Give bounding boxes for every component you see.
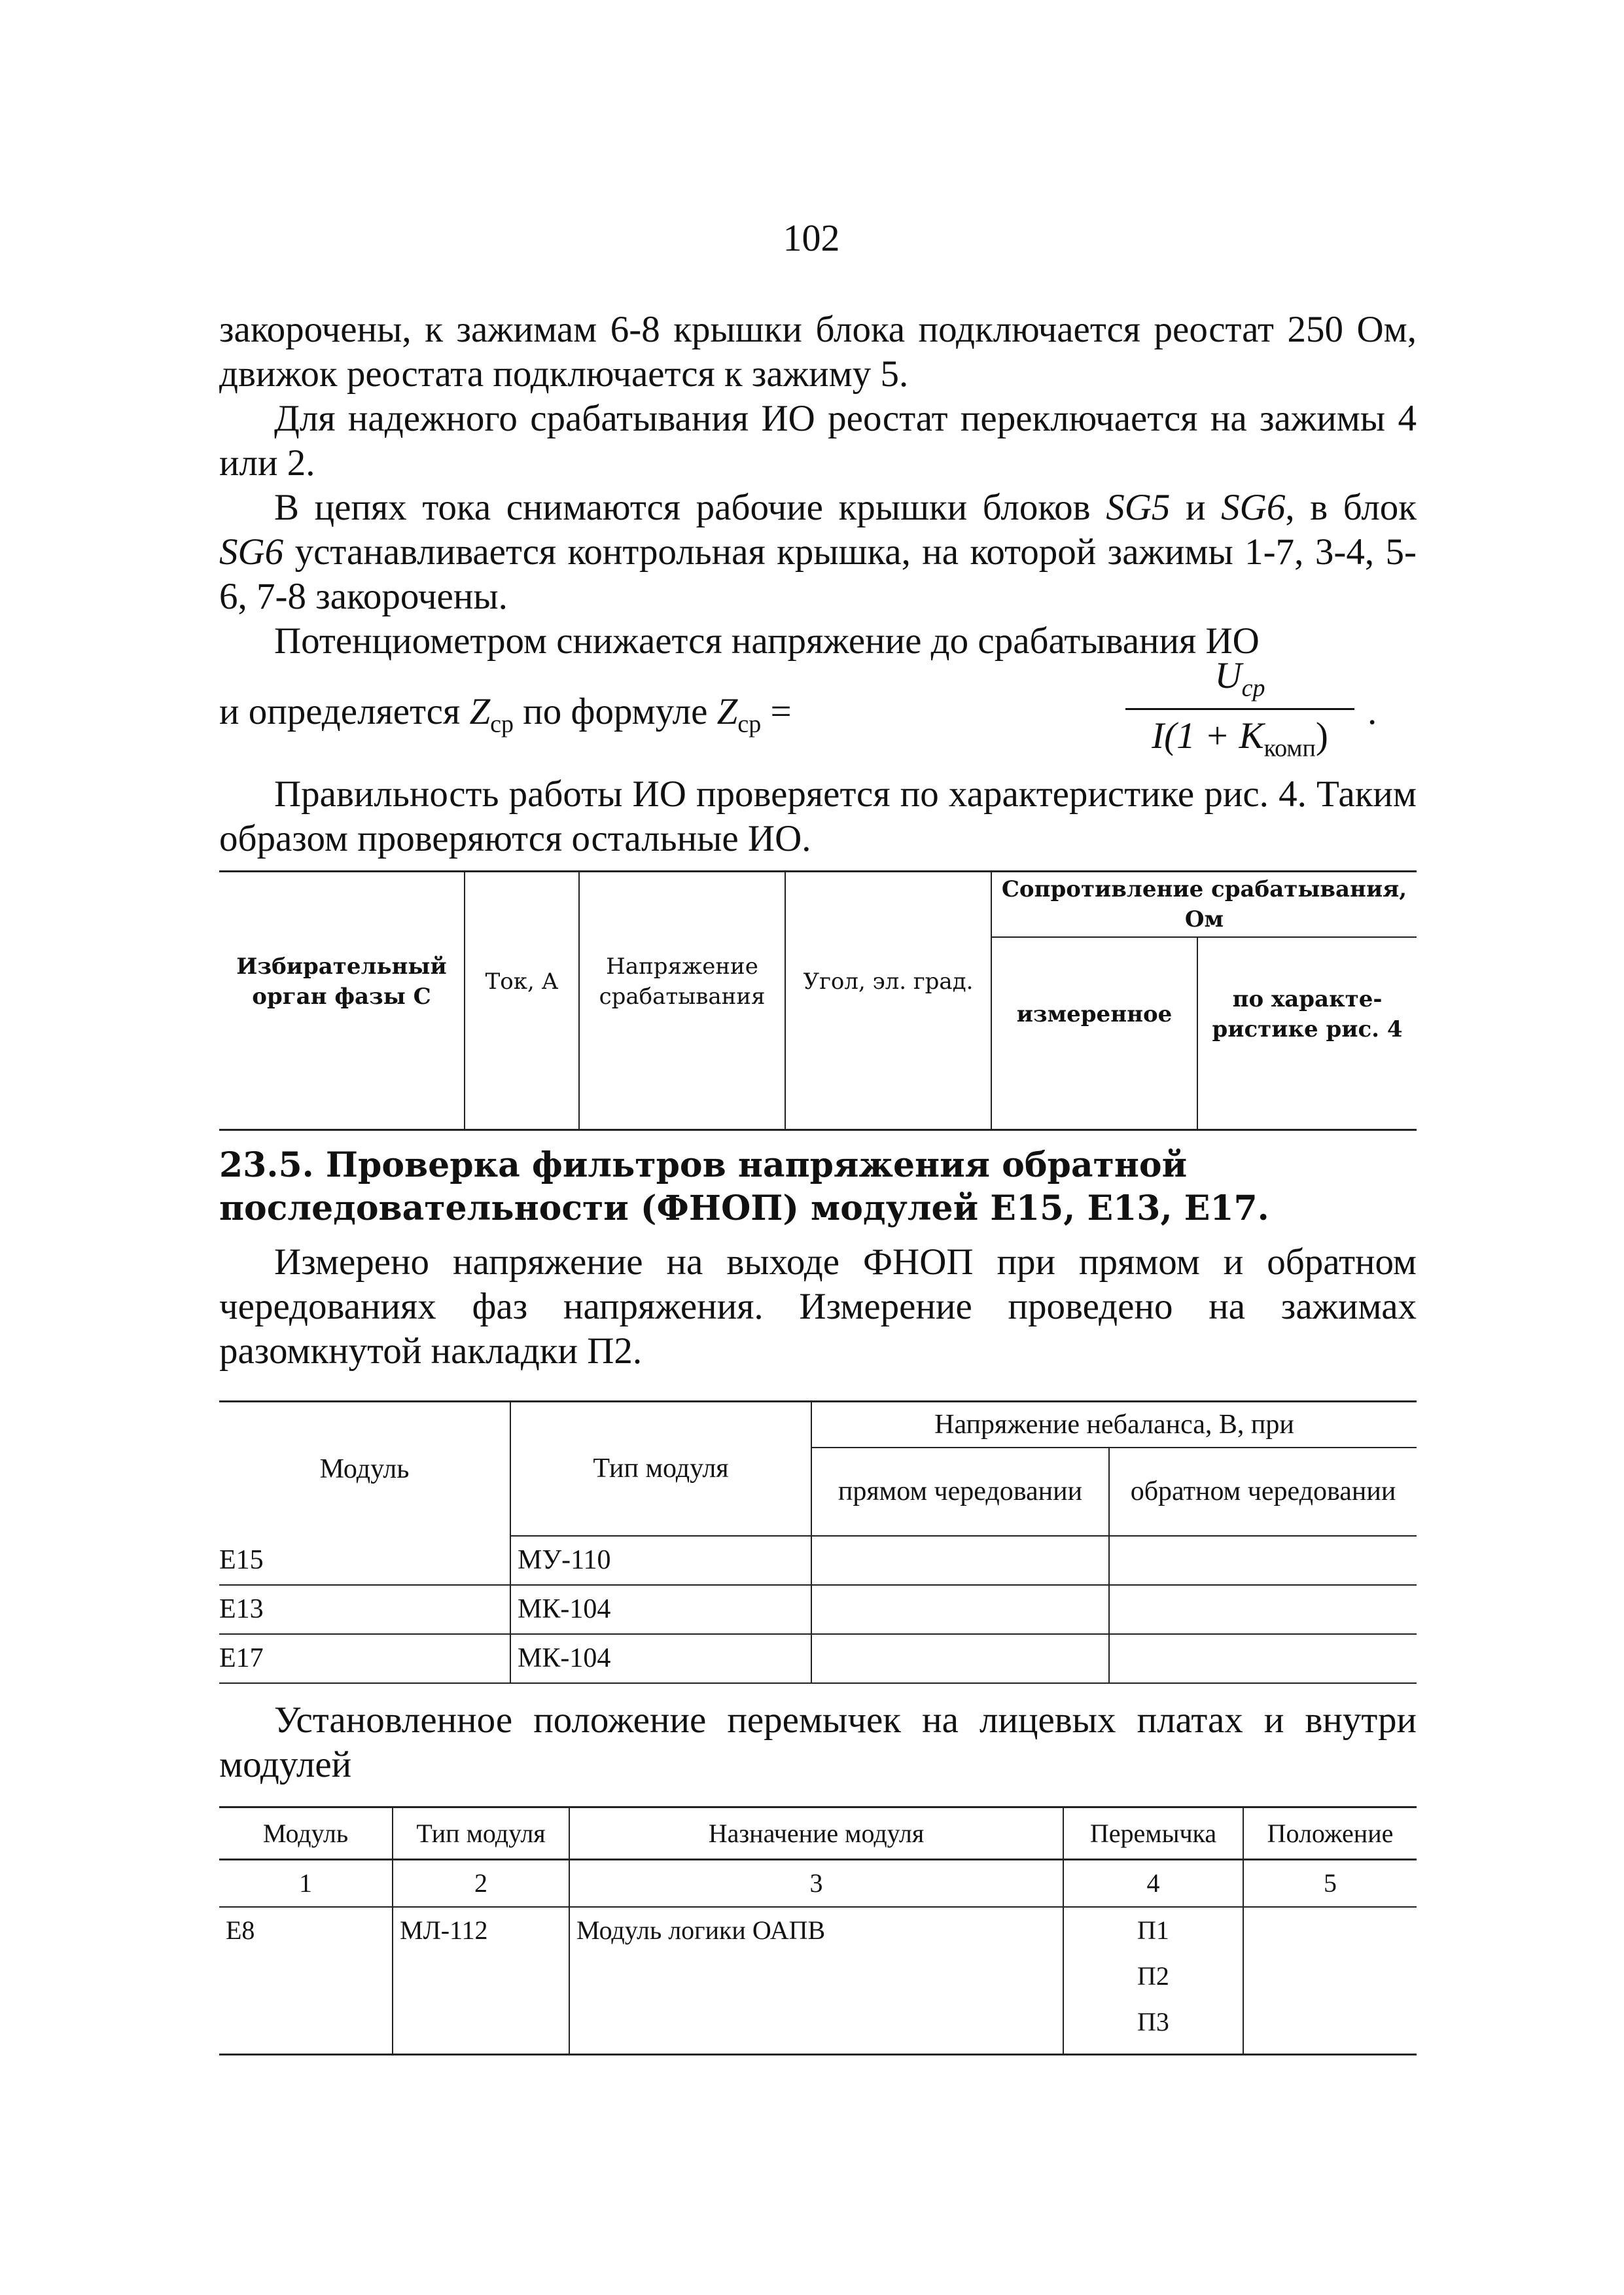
t3-jumper-item: П1 xyxy=(1137,1915,1169,1945)
t2-cell xyxy=(1109,1634,1417,1683)
denominator-close: ) xyxy=(1315,715,1328,756)
fraction-denominator xyxy=(1125,715,1354,762)
table-jumpers xyxy=(219,1806,1417,2055)
t2-cell-module: Е13 xyxy=(219,1585,510,1634)
t2-header-unbalance: Напряжение небаланса, В, при xyxy=(811,1402,1417,1448)
t2-cell xyxy=(1109,1536,1417,1585)
t1-header-voltage: Напряжение срабатывания xyxy=(579,872,785,1091)
t3-jumper-item: П2 xyxy=(1137,1961,1169,1991)
t2-header-type: Тип модуля xyxy=(510,1402,811,1536)
fraction-bar xyxy=(1125,708,1354,710)
formula-equals: = xyxy=(761,691,792,732)
t2-cell xyxy=(811,1536,1109,1585)
p3-and: и xyxy=(1170,487,1222,528)
formula-z-sub: ср xyxy=(490,710,514,738)
t1-header-resistance: Сопротивление срабатывания, Ом xyxy=(991,872,1417,937)
t2-cell xyxy=(811,1634,1109,1683)
t1-cell xyxy=(785,1091,991,1130)
t2-cell-type: МУ-110 xyxy=(510,1536,811,1585)
body-text-jumpers xyxy=(219,1698,1417,1787)
t2-cell-module: Е17 xyxy=(219,1634,510,1683)
p3-text-a: В цепях тока снимаются рабочие крышки блоков xyxy=(274,487,1106,528)
t3-col-number: 3 xyxy=(569,1860,1063,1908)
t3-header-jumper: Перемычка xyxy=(1063,1807,1243,1860)
t3-col-number: 1 xyxy=(219,1860,393,1908)
t2-cell xyxy=(811,1585,1109,1634)
t1-cell xyxy=(1197,1091,1417,1130)
fraction-numerator xyxy=(1125,654,1354,702)
denominator-sub: комп xyxy=(1263,734,1316,762)
t2-header-direct: прямом чередовании xyxy=(811,1448,1109,1536)
t3-header-purpose: Назначение модуля xyxy=(569,1807,1063,1860)
formula-z2: Z xyxy=(716,691,738,732)
t3-col-number: 4 xyxy=(1063,1860,1243,1908)
p3-block-sg5: SG5 xyxy=(1106,487,1171,528)
t2-cell-type: МК-104 xyxy=(510,1585,811,1634)
paragraph-3 xyxy=(219,486,1417,619)
p3-text-b: , в блок xyxy=(1285,487,1417,528)
p3-block-sg6: SG6 xyxy=(1221,487,1286,528)
p3-block-sg6b: SG6 xyxy=(219,531,284,573)
t2-header-module: Модуль xyxy=(219,1402,510,1536)
formula-lead xyxy=(219,690,792,738)
t2-header-reverse: обратном чередовании xyxy=(1109,1448,1417,1536)
formula-z: Z xyxy=(469,691,491,732)
t3-cell-module: Е8 xyxy=(219,1907,393,2054)
jumpers-paragraph: Установленное положение перемычек на лицевых платах и внутри модулей xyxy=(219,1699,1417,1785)
t3-col-number: 5 xyxy=(1243,1860,1417,1908)
formula-row xyxy=(219,654,1417,772)
body-text-mid xyxy=(219,772,1417,861)
t3-header-type: Тип модуля xyxy=(393,1807,569,1860)
t2-cell-module: Е15 xyxy=(219,1536,510,1585)
t1-header-current: Ток, А xyxy=(465,872,579,1091)
t1-cell xyxy=(219,1091,465,1130)
body-text-section xyxy=(219,1240,1417,1374)
formula-dot: . xyxy=(1368,691,1377,732)
paragraph-4: Потенциометром снижается напряжение до срабатывания ИО xyxy=(274,620,1260,662)
t3-cell-purpose: Модуль логики ОАПВ xyxy=(569,1907,1063,2054)
numerator-u: U xyxy=(1214,655,1242,696)
p3-text-c: устанавливается контрольная крышка, на которой зажимы 1-7, 3-4, 5-6, 7-8 закорочены. xyxy=(219,531,1417,617)
paragraph-5: Правильность работы ИО проверяется по характеристике рис. 4. Таким образом проверяются остальные ИО. xyxy=(219,774,1417,859)
t3-cell-jumpers xyxy=(1063,1907,1243,2054)
formula-z2-sub: ср xyxy=(737,710,762,738)
table-fnop xyxy=(219,1400,1417,1684)
section-paragraph: Измерено напряжение на выходе ФНОП при прямом и обратном чередованиях фаз напряжения. Измерение проведено на зажимах разомкнутой накладки П2. xyxy=(219,1241,1417,1372)
numerator-sub: ср xyxy=(1241,674,1265,702)
body-text-top xyxy=(219,308,1417,664)
t3-jumper-item: П3 xyxy=(1137,2007,1169,2037)
t3-header-position: Положение xyxy=(1243,1807,1417,1860)
t1-header-angle: Угол, эл. град. xyxy=(785,872,991,1091)
t2-cell-type: МК-104 xyxy=(510,1634,811,1683)
formula-text-b: по формуле xyxy=(514,691,717,732)
t3-cell-type: МЛ-112 xyxy=(393,1907,569,2054)
page-number: 102 xyxy=(783,217,840,259)
t3-cell-position xyxy=(1243,1907,1417,2054)
t3-col-number: 2 xyxy=(393,1860,569,1908)
paragraph-1: закорочены, к зажимам 6-8 крышки блока подключается реостат 250 Ом, движок реостата подключается к зажиму 5. xyxy=(219,309,1417,395)
t1-cell xyxy=(465,1091,579,1130)
formula-text-a: и определяется xyxy=(219,691,470,732)
paragraph-2: Для надежного срабатывания ИО реостат переключается на зажимы 4 или 2. xyxy=(219,398,1417,484)
formula-fraction xyxy=(1125,654,1354,766)
t1-cell xyxy=(579,1091,785,1130)
section-heading: 23.5. Проверка фильтров напряжения обратной последовательности (ФНОП) модулей Е15, Е13, Е17. xyxy=(219,1145,1269,1228)
t2-cell xyxy=(1109,1585,1417,1634)
t3-header-module: Модуль xyxy=(219,1807,393,1860)
denominator-text: I(1 + K xyxy=(1152,715,1264,756)
t1-header-characteristic: по характе-ристике рис. 4 xyxy=(1197,937,1417,1091)
t1-header-measured: измеренное xyxy=(991,937,1197,1091)
t1-header-organ: Избирательный орган фазы С xyxy=(219,872,465,1091)
t1-cell xyxy=(991,1091,1197,1130)
table-io-check xyxy=(219,870,1417,1131)
